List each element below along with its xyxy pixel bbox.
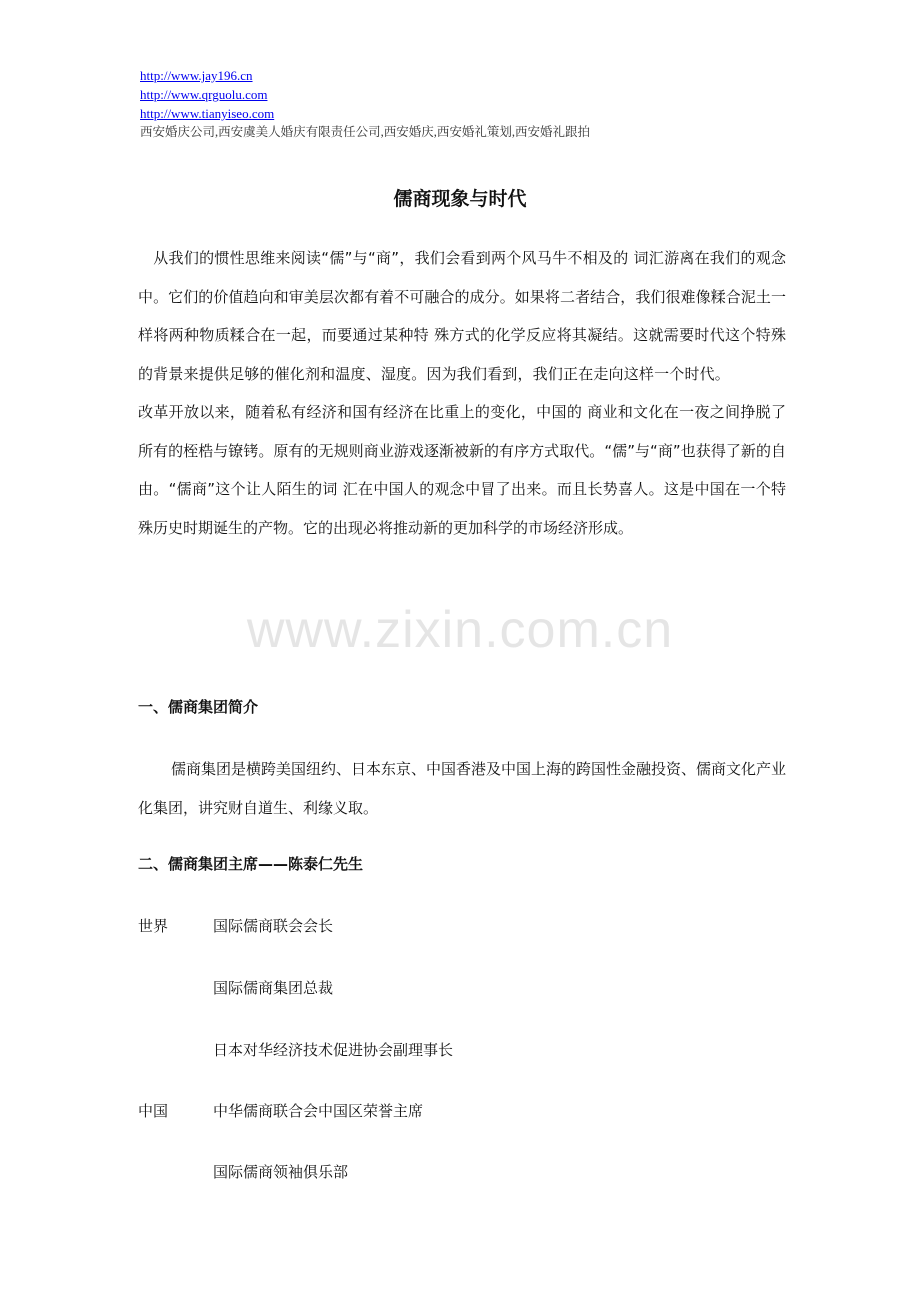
page-title: 儒商现象与时代 (393, 188, 527, 210)
role-title: 国际儒商领袖俱乐部 (213, 1163, 349, 1181)
role-title: 国际儒商集团总裁 (213, 979, 334, 997)
role-title: 中华儒商联合会中国区荣誉主席 (213, 1102, 424, 1120)
section2-heading: 二、儒商集团主席——陈泰仁先生 (138, 855, 364, 873)
intro-paragraph (138, 239, 786, 547)
role-title: 国际儒商联会会长 (213, 917, 334, 935)
link-qrguolu[interactable]: http://www.qrguolu.com (140, 87, 268, 102)
role-region-world: 世界 (138, 917, 169, 935)
section1-paragraph (138, 750, 786, 827)
link-tianyiseo[interactable]: http://www.tianyiseo.com (140, 106, 275, 121)
company-line: 西安婚庆公司,西安虞美人婚庆有限责任公司,西安婚庆,西安婚礼策划,西安婚礼跟拍 (140, 125, 591, 139)
header-links (140, 66, 590, 142)
link-jay196[interactable]: http://www.jay196.cn (140, 68, 253, 83)
role-region-china: 中国 (138, 1102, 169, 1120)
section1-heading: 一、儒商集团简介 (138, 698, 259, 716)
intro-part2: 改革开放以来，随着私有经济和国有经济在比重上的变化，中国的 商业和文化在一夜之间挣脱了所有的桎梏与镣铐。原有的无规则商业游戏逐渐被新的有序方式取代。“儒”与“商”也获得了新的自由。“儒商”这个让人陌生的词 汇在中国人的观念中冒了出来。而且长势喜人。这是中国在一个特殊历史时期诞生的产物。它的出现必将推动新的更加科学的市场经济形成。 (138, 403, 786, 537)
role-title: 日本对华经济技术促进协会副理事长 (213, 1041, 454, 1059)
section1-text: 儒商集团是横跨美国纽约、日本东京、中国香港及中国上海的跨国性金融投资、儒商文化产业化集团，讲究财自道生、利缘义取。 (138, 760, 787, 817)
intro-part1: 从我们的惯性思维来阅读“儒”与“商”，我们会看到两个风马牛不相及的 词汇游离在我们的观念中。它们的价值趋向和审美层次都有着不可融合的成分。如果将二者结合，我们很难像糅合泥土一样将两种物质糅合在一起，而要通过某种特 殊方式的化学反应将其凝结。这就需要时代这个特殊的背景来提供足够的催化剂和温度、湿度。因为我们看到，我们正在走向这样一个时代。 (138, 249, 786, 383)
watermark: www.zixin.com.cn (246, 601, 674, 659)
